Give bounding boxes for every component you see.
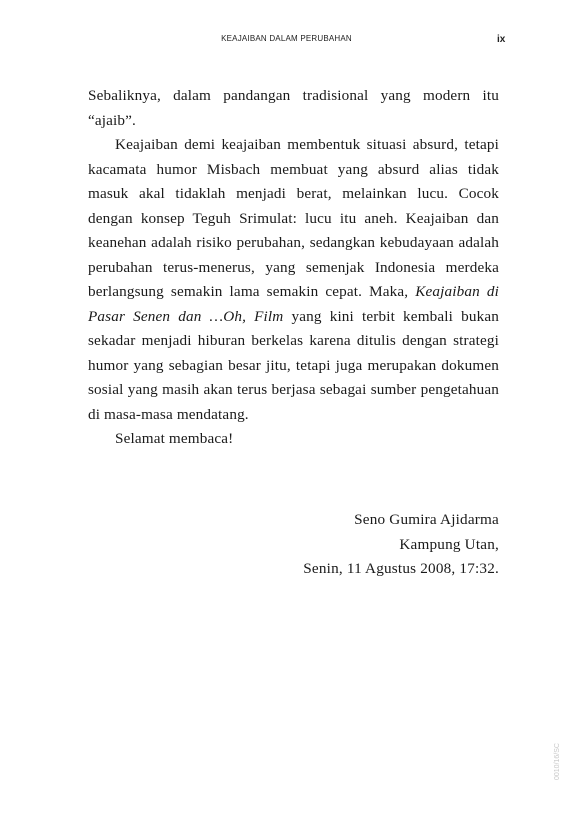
paragraph-3: Selamat membaca! [115,430,234,447]
paragraph-2-text-after: yang kini terbit kembali bukan sekadar menjadi hiburan berkelas karena ditulis dengan strategi humor yang sebagian besar jitu, tetapi juga merupakan dokumen sosial yang masih akan terus berjasa sebagai sumber pengetahuan di masa-masa mendatang. [88,307,499,423]
paragraph-2-text-before: Keajaiban demi keajaiban membentuk situasi absurd, tetapi kacamata humor Misbach membuat yang absurd alias tidak masuk akal tidaklah menjadi berat, melainkan lucu. Cocok dengan konsep Teguh Srimulat: lucu itu aneh. Keajaiban dan keanehan adalah risiko perubahan, sedangkan kebudayaan adalah perubahan terus-menerus, yang semenjak Indonesia merdeka berlangsung semakin lama semakin cepat. Maka, [88,136,499,300]
signature-place: Kampung Utan, [399,535,499,553]
running-title: KEAJAIBAN DALAM PERUBAHAN [221,34,352,43]
page-number: ix [497,34,506,45]
running-header [0,34,573,48]
author-name: Seno Gumira Ajidarma [354,511,499,528]
signature-date: Senin, 11 Agustus 2008, 17:32. [303,560,499,577]
margin-stamp: 0010/16/SC [554,743,561,780]
book-title: Keajaiban di Pasar Senen dan …Oh, Film [88,283,499,325]
paragraph-1: Sebaliknya, dalam pandangan tradisional yang modern itu “ajaib”. [88,87,499,129]
signature-block [303,508,499,582]
paragraph-2 [88,133,499,427]
body-text [88,84,499,452]
